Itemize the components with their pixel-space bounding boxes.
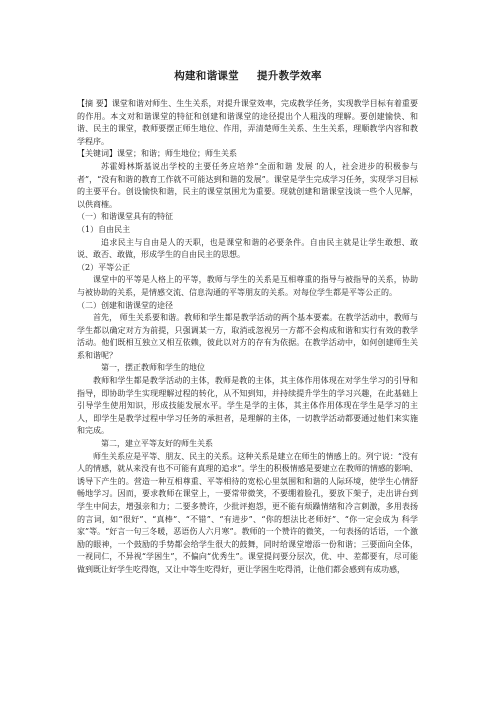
intro-paragraph: 苏霍姆林斯基说出学校的主要任务应培养“全面和谐 发展 的人，社会进步的积极参与者”，“没有和谐的教育工作就不可能达到和谐的发展”。课堂是学生完成学习任务，实现学习目标的主要平台。创设愉快和谐，民主的课堂氛围尤为重要。现就创建和谐课堂浅谈一些个人见解，以供商榷。 — [77, 161, 418, 209]
subheading-1: （1）自由民主 — [77, 224, 131, 234]
body-paragraph: 课堂中的平等是人格上的平等，教师与学生的关系是互相尊重的指导与被指导的关系，协助与被协助的关系，是情感交流、信息沟通的平等朋友的关系。对每位学生都是平等公正的。 — [77, 275, 418, 297]
keywords-line: 【关键词】课堂；和谐；师生地位；师生关系 — [77, 149, 237, 159]
body-paragraph: 师生关系应是平等、朋友、民主的关系。这种关系是建立在师生的情感上的。列宁说：“没有人的情感，就从来没有也不可能有真理的追求”。学生的积极情感是要建立在教师的情感的影响、诱导下产生的。营造一种互相尊重、平等相待的宽松心里氛围和和谐的人际环境，使学生心情舒畅地学习。因而，要求教师在课堂上，一要常带微笑，不要绷着脸孔，要放下架子，走出讲台到学生中间去，增强亲和力；二要多赞许，少批评抱怨，更不能有烦躁情绪和冷言刺激，多用表扬的言词，如“很好”、“真棒”、“不错”、“有进步”、“你的想法比老师好”、“你一定会成为 科学 家”等。“好言一句三冬暖，恶语伤人六月寒”。教师的一个赞许的微笑，一句表扬的话语，一个激励的眼神，一个鼓励的手势都会给学生很大的鼓舞，同时给课堂增添一份和谐；三要面向全体，一视同仁，不异视“学困生”，不偏向“优秀生”。课堂提问要分层次，优、中、差都要有，尽可能做到既让好学生吃得饱，又让中等生吃得好，更让学困生吃得消，让他们都会感到有成功感， — [77, 451, 418, 574]
document-body — [77, 98, 418, 577]
body-paragraph: 教师和学生都是教学活动的主体，教师是教的主体，其主体作用体现在对学生学习的引导和指导，即协助学生实现理解过程的转化，从不知到知，并持续提升学生的学习兴趣，在此基础上引导学生使用知识，形成技能发展水平。学生是学的主体，其主体作用体现在学生是学习的主人，即学生是教学过程中学习任务的承担者，是理解的主体，一切教学活动都要通过他们来实施和完成。 — [77, 376, 418, 436]
section-heading-1: （一）和谐课堂具有的特征 — [77, 212, 173, 222]
document-title — [0, 68, 496, 83]
abstract-paragraph: 【摘 要】课堂和谐对师生、生生关系，对提升课堂效率，完成教学任务，实现教学目标有着重要的作用。本文对和谐课堂的特征和创建和谐课堂的途径提出个人粗浅的理解。要创建愉快、和谐、民主的课堂，教师要摆正师生地位、作用，弄清楚师生关系、生生关系，理顺教学内容和教学程序。 — [77, 99, 418, 146]
subheading-2: （2）平等公正 — [77, 262, 131, 272]
body-paragraph: 首先， 师生关系要和谐。教师和学生都是教学活动的两个基本要素。在教学活动中，教师与学生都以确定对方为前提，只强调某一方，取消或忽视另一方都不会构成和谐和实行有效的教学活动。他们既相互独立又相互依赖，彼此以对方的存有为依据。在教学活动中，如何创建师生关系和谐呢？ — [77, 313, 418, 360]
section-heading-2: （二）创建和谐课堂的途径 — [77, 300, 173, 310]
body-paragraph: 追求民主与自由是人的天职，也是课堂和谐的必要条件。自由民主就是让学生敢想、敢说、敢否、敢做，形成学生的自由民主的思想。 — [77, 237, 418, 260]
title-part-1: 构建和谐课堂 — [174, 70, 239, 82]
point-heading-1: 第一，摆正教师和学生的地位 — [101, 363, 205, 373]
title-part-2: 提升教学效率 — [257, 70, 322, 82]
point-heading-2: 第二，建立平等友好的师生关系 — [101, 439, 213, 449]
